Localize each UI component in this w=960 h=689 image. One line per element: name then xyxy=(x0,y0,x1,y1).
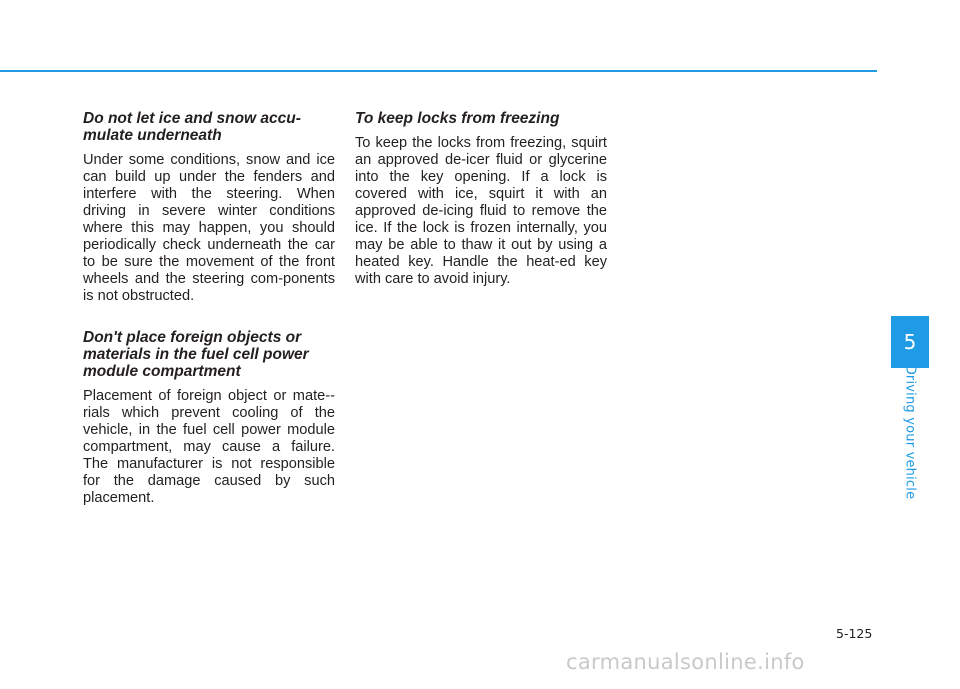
foreign-objects-body: Placement of foreign object or mate-rials which prevent cooling of the vehicle, in the fuel cell power module compartment, may cause a failure. The manufacturer is not responsible for the damage caused by such placement. xyxy=(83,388,335,506)
ice-snow-heading: Do not let ice and snow accu- mulate underneath xyxy=(83,110,301,144)
section-ice-snow xyxy=(83,110,335,305)
right-column xyxy=(355,110,607,304)
header-rule xyxy=(0,70,877,72)
section-locks-freezing xyxy=(355,110,607,288)
ice-snow-body: Under some conditions, snow and ice can build up under the fenders and interfere with the steering. When driving in severe winter conditions where this may happen, you should periodically check underneath the car to be sure the movement of the front wheels and the steering com-ponents is not obstructed. xyxy=(83,152,335,304)
page-number: 5-125 xyxy=(836,626,873,641)
left-column xyxy=(83,110,335,523)
locks-freezing-body: To keep the locks from freezing, squirt an approved de-icer fluid or glycerine into the key opening. If a lock is covered with ice, squirt it with an approved de-icing fluid to remove the ice. If the lock is frozen internally, you may be able to thaw it out by using a heated key. Handle the heat-ed key with care to avoid injury. xyxy=(355,135,607,287)
chapter-number-tab: 5 xyxy=(891,316,929,368)
section-foreign-objects xyxy=(83,329,335,507)
chapter-title: Driving your vehicle xyxy=(902,364,918,500)
watermark: carmanualsonline.info xyxy=(566,650,805,674)
foreign-objects-heading: Don't place foreign objects or materials in the fuel cell power module compartment xyxy=(83,329,309,380)
locks-freezing-heading: To keep locks from freezing xyxy=(355,110,560,127)
